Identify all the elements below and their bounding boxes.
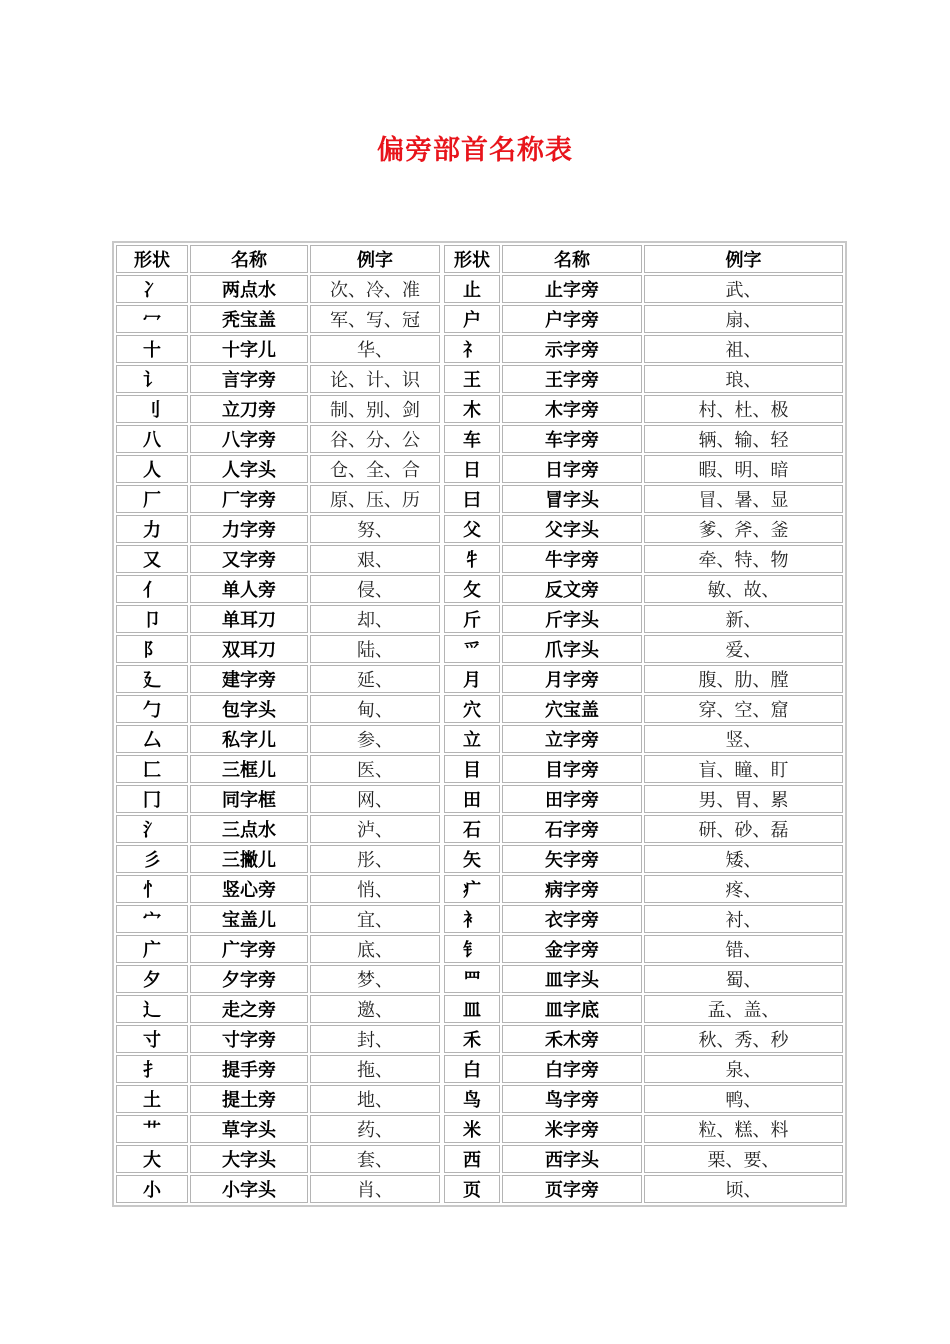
example-chars-left: 套、 xyxy=(310,1145,440,1173)
radical-shape-right: 穴 xyxy=(444,695,500,723)
example-chars-left: 梦、 xyxy=(310,965,440,993)
radical-shape-right: 立 xyxy=(444,725,500,753)
header-shape-left: 形状 xyxy=(116,245,188,273)
example-chars-left: 网、 xyxy=(310,785,440,813)
radical-name-right: 鸟字旁 xyxy=(502,1085,642,1113)
example-chars-left: 底、 xyxy=(310,935,440,963)
radical-name-left: 包字头 xyxy=(190,695,308,723)
radical-name-left: 三点水 xyxy=(190,815,308,843)
table-row xyxy=(116,905,843,933)
example-chars-right: 研、砂、磊 xyxy=(644,815,843,843)
radical-shape-left: 廴 xyxy=(116,665,188,693)
example-chars-right: 衬、 xyxy=(644,905,843,933)
radical-name-right: 立字旁 xyxy=(502,725,642,753)
radical-shape-right: 户 xyxy=(444,305,500,333)
example-chars-left: 彤、 xyxy=(310,845,440,873)
radical-name-right: 王字旁 xyxy=(502,365,642,393)
example-chars-right: 孟、盖、 xyxy=(644,995,843,1023)
radical-shape-left: 广 xyxy=(116,935,188,963)
radical-name-right: 斤字头 xyxy=(502,605,642,633)
radical-shape-right: 斤 xyxy=(444,605,500,633)
radical-name-right: 页字旁 xyxy=(502,1175,642,1203)
radical-shape-right: 疒 xyxy=(444,875,500,903)
example-chars-left: 拖、 xyxy=(310,1055,440,1083)
radical-name-left: 厂字旁 xyxy=(190,485,308,513)
radical-name-right: 爪字头 xyxy=(502,635,642,663)
radical-shape-right: 页 xyxy=(444,1175,500,1203)
radical-shape-left: 八 xyxy=(116,425,188,453)
radical-shape-right: 目 xyxy=(444,755,500,783)
radical-shape-left: 厂 xyxy=(116,485,188,513)
example-chars-left: 邀、 xyxy=(310,995,440,1023)
header-name-left: 名称 xyxy=(190,245,308,273)
radical-shape-left: 卩 xyxy=(116,605,188,633)
example-chars-left: 谷、分、公 xyxy=(310,425,440,453)
radical-shape-left: 勹 xyxy=(116,695,188,723)
radical-shape-left: 艹 xyxy=(116,1115,188,1143)
radical-name-left: 言字旁 xyxy=(190,365,308,393)
radical-name-left: 广字旁 xyxy=(190,935,308,963)
radical-name-left: 秃宝盖 xyxy=(190,305,308,333)
radical-shape-right: 田 xyxy=(444,785,500,813)
radical-name-left: 提土旁 xyxy=(190,1085,308,1113)
radical-shape-right: 止 xyxy=(444,275,500,303)
radical-shape-left: 亻 xyxy=(116,575,188,603)
radical-shape-left: 小 xyxy=(116,1175,188,1203)
radical-name-right: 矢字旁 xyxy=(502,845,642,873)
radical-name-left: 竖心旁 xyxy=(190,875,308,903)
example-chars-right: 腹、肋、膛 xyxy=(644,665,843,693)
header-example-right: 例字 xyxy=(644,245,843,273)
radical-shape-right: 皿 xyxy=(444,995,500,1023)
radical-shape-left: 匚 xyxy=(116,755,188,783)
table-row xyxy=(116,605,843,633)
radical-name-right: 皿字头 xyxy=(502,965,642,993)
radical-shape-left: 宀 xyxy=(116,905,188,933)
radical-shape-right: 父 xyxy=(444,515,500,543)
example-chars-left: 宜、 xyxy=(310,905,440,933)
example-chars-left: 仓、全、合 xyxy=(310,455,440,483)
radical-shape-right: 攵 xyxy=(444,575,500,603)
radical-name-right: 西字头 xyxy=(502,1145,642,1173)
radical-shape-left: 力 xyxy=(116,515,188,543)
radical-shape-right: 月 xyxy=(444,665,500,693)
example-chars-right: 疼、 xyxy=(644,875,843,903)
radical-name-right: 示字旁 xyxy=(502,335,642,363)
example-chars-left: 侵、 xyxy=(310,575,440,603)
radical-shape-right: 西 xyxy=(444,1145,500,1173)
radical-name-right: 月字旁 xyxy=(502,665,642,693)
radical-shape-left: 夕 xyxy=(116,965,188,993)
radical-shape-left: 阝 xyxy=(116,635,188,663)
example-chars-left: 艰、 xyxy=(310,545,440,573)
radical-name-right: 父字头 xyxy=(502,515,642,543)
example-chars-right: 矮、 xyxy=(644,845,843,873)
example-chars-right: 敏、故、 xyxy=(644,575,843,603)
table-row xyxy=(116,1145,843,1173)
radical-shape-right: 钅 xyxy=(444,935,500,963)
radical-name-left: 同字框 xyxy=(190,785,308,813)
example-chars-left: 军、写、冠 xyxy=(310,305,440,333)
example-chars-right: 琅、 xyxy=(644,365,843,393)
radical-name-right: 白字旁 xyxy=(502,1055,642,1083)
example-chars-right: 武、 xyxy=(644,275,843,303)
table-row xyxy=(116,305,843,333)
radical-name-right: 日字旁 xyxy=(502,455,642,483)
radical-shape-right: 罒 xyxy=(444,965,500,993)
example-chars-right: 穿、空、窟 xyxy=(644,695,843,723)
radical-name-left: 走之旁 xyxy=(190,995,308,1023)
example-chars-right: 顷、 xyxy=(644,1175,843,1203)
example-chars-left: 悄、 xyxy=(310,875,440,903)
radical-shape-left: 十 xyxy=(116,335,188,363)
radical-name-right: 米字旁 xyxy=(502,1115,642,1143)
example-chars-left: 封、 xyxy=(310,1025,440,1053)
radical-name-right: 石字旁 xyxy=(502,815,642,843)
example-chars-right: 泉、 xyxy=(644,1055,843,1083)
header-example-left: 例字 xyxy=(310,245,440,273)
radical-shape-left: 扌 xyxy=(116,1055,188,1083)
table-row xyxy=(116,455,843,483)
radical-name-left: 草字头 xyxy=(190,1115,308,1143)
example-chars-left: 地、 xyxy=(310,1085,440,1113)
table-row xyxy=(116,1025,843,1053)
table-row xyxy=(116,1085,843,1113)
radical-name-right: 反文旁 xyxy=(502,575,642,603)
table-row xyxy=(116,365,843,393)
table-row xyxy=(116,965,843,993)
radical-shape-right: 礻 xyxy=(444,335,500,363)
radical-name-right: 止字旁 xyxy=(502,275,642,303)
radical-shape-left: 寸 xyxy=(116,1025,188,1053)
table-row xyxy=(116,785,843,813)
example-chars-left: 甸、 xyxy=(310,695,440,723)
radical-name-left: 立刀旁 xyxy=(190,395,308,423)
example-chars-left: 努、 xyxy=(310,515,440,543)
table-row xyxy=(116,275,843,303)
radical-name-right: 牛字旁 xyxy=(502,545,642,573)
example-chars-right: 蜀、 xyxy=(644,965,843,993)
radical-shape-right: 牜 xyxy=(444,545,500,573)
example-chars-left: 次、冷、准 xyxy=(310,275,440,303)
radical-shape-right: 白 xyxy=(444,1055,500,1083)
table-row xyxy=(116,665,843,693)
example-chars-right: 新、 xyxy=(644,605,843,633)
example-chars-right: 爱、 xyxy=(644,635,843,663)
example-chars-right: 冒、暑、显 xyxy=(644,485,843,513)
radical-name-left: 建字旁 xyxy=(190,665,308,693)
table-row xyxy=(116,515,843,543)
table-row xyxy=(116,395,843,423)
radical-name-right: 木字旁 xyxy=(502,395,642,423)
radical-shape-right: 禾 xyxy=(444,1025,500,1053)
table-row xyxy=(116,1115,843,1143)
radical-name-left: 力字旁 xyxy=(190,515,308,543)
example-chars-right: 牵、特、物 xyxy=(644,545,843,573)
radical-name-left: 宝盖儿 xyxy=(190,905,308,933)
table-row xyxy=(116,425,843,453)
example-chars-right: 栗、要、 xyxy=(644,1145,843,1173)
table-header-row xyxy=(116,245,843,273)
table-row xyxy=(116,545,843,573)
radical-name-right: 车字旁 xyxy=(502,425,642,453)
radical-shape-right: 石 xyxy=(444,815,500,843)
header-name-right: 名称 xyxy=(502,245,642,273)
radical-name-left: 夕字旁 xyxy=(190,965,308,993)
table-body xyxy=(116,275,843,1203)
radical-shape-left: 辶 xyxy=(116,995,188,1023)
example-chars-right: 竖、 xyxy=(644,725,843,753)
radical-name-right: 金字旁 xyxy=(502,935,642,963)
radical-name-left: 私字儿 xyxy=(190,725,308,753)
radical-name-right: 皿字底 xyxy=(502,995,642,1023)
example-chars-left: 医、 xyxy=(310,755,440,783)
radical-name-left: 三撇儿 xyxy=(190,845,308,873)
radical-shape-left: 冖 xyxy=(116,305,188,333)
radical-name-left: 八字旁 xyxy=(190,425,308,453)
table-row xyxy=(116,485,843,513)
radical-name-left: 人字头 xyxy=(190,455,308,483)
example-chars-right: 扇、 xyxy=(644,305,843,333)
radical-name-left: 小字头 xyxy=(190,1175,308,1203)
radical-shape-left: 土 xyxy=(116,1085,188,1113)
example-chars-left: 却、 xyxy=(310,605,440,633)
radical-name-left: 双耳刀 xyxy=(190,635,308,663)
radical-shape-right: 爫 xyxy=(444,635,500,663)
radical-name-left: 提手旁 xyxy=(190,1055,308,1083)
radical-table-container xyxy=(112,241,847,1207)
radical-shape-right: 车 xyxy=(444,425,500,453)
radical-name-left: 单人旁 xyxy=(190,575,308,603)
example-chars-right: 爹、斧、釜 xyxy=(644,515,843,543)
example-chars-right: 粒、糕、料 xyxy=(644,1115,843,1143)
example-chars-left: 药、 xyxy=(310,1115,440,1143)
example-chars-right: 盲、瞳、盯 xyxy=(644,755,843,783)
radical-name-right: 田字旁 xyxy=(502,785,642,813)
table-row xyxy=(116,1055,843,1083)
table-row xyxy=(116,635,843,663)
radical-shape-right: 米 xyxy=(444,1115,500,1143)
table-row xyxy=(116,755,843,783)
radical-shape-left: 又 xyxy=(116,545,188,573)
radical-name-right: 穴宝盖 xyxy=(502,695,642,723)
example-chars-left: 陆、 xyxy=(310,635,440,663)
radical-table xyxy=(114,243,845,1205)
example-chars-left: 泸、 xyxy=(310,815,440,843)
table-row xyxy=(116,875,843,903)
radical-name-right: 户字旁 xyxy=(502,305,642,333)
radical-name-left: 单耳刀 xyxy=(190,605,308,633)
example-chars-right: 暇、明、暗 xyxy=(644,455,843,483)
radical-shape-left: 大 xyxy=(116,1145,188,1173)
radical-shape-left: 厶 xyxy=(116,725,188,753)
page-title: 偏旁部首名称表 xyxy=(377,135,573,166)
radical-shape-left: 冫 xyxy=(116,275,188,303)
radical-name-right: 冒字头 xyxy=(502,485,642,513)
radical-name-right: 禾木旁 xyxy=(502,1025,642,1053)
table-row xyxy=(116,1175,843,1203)
radical-shape-left: 氵 xyxy=(116,815,188,843)
radical-name-left: 又字旁 xyxy=(190,545,308,573)
radical-name-left: 十字儿 xyxy=(190,335,308,363)
table-row xyxy=(116,935,843,963)
example-chars-right: 错、 xyxy=(644,935,843,963)
example-chars-left: 肖、 xyxy=(310,1175,440,1203)
example-chars-left: 原、压、历 xyxy=(310,485,440,513)
table-row xyxy=(116,845,843,873)
table-row xyxy=(116,815,843,843)
table-row xyxy=(116,725,843,753)
radical-shape-left: 刂 xyxy=(116,395,188,423)
example-chars-right: 村、杜、极 xyxy=(644,395,843,423)
table-row xyxy=(116,575,843,603)
table-row xyxy=(116,695,843,723)
example-chars-right: 鸭、 xyxy=(644,1085,843,1113)
radical-shape-left: 人 xyxy=(116,455,188,483)
radical-shape-right: 曰 xyxy=(444,485,500,513)
table-row xyxy=(116,335,843,363)
radical-shape-right: 鸟 xyxy=(444,1085,500,1113)
example-chars-right: 祖、 xyxy=(644,335,843,363)
radical-shape-left: 彡 xyxy=(116,845,188,873)
radical-shape-left: 忄 xyxy=(116,875,188,903)
radical-name-left: 大字头 xyxy=(190,1145,308,1173)
radical-shape-right: 日 xyxy=(444,455,500,483)
radical-shape-right: 衤 xyxy=(444,905,500,933)
example-chars-right: 秋、秀、秒 xyxy=(644,1025,843,1053)
radical-shape-right: 王 xyxy=(444,365,500,393)
example-chars-left: 论、计、识 xyxy=(310,365,440,393)
example-chars-right: 辆、输、轻 xyxy=(644,425,843,453)
radical-name-right: 衣字旁 xyxy=(502,905,642,933)
radical-shape-left: 讠 xyxy=(116,365,188,393)
radical-name-left: 三框儿 xyxy=(190,755,308,783)
table-row xyxy=(116,995,843,1023)
radical-shape-right: 矢 xyxy=(444,845,500,873)
radical-name-left: 寸字旁 xyxy=(190,1025,308,1053)
radical-shape-left: 冂 xyxy=(116,785,188,813)
example-chars-left: 制、别、剑 xyxy=(310,395,440,423)
example-chars-left: 延、 xyxy=(310,665,440,693)
radical-shape-right: 木 xyxy=(444,395,500,423)
radical-name-right: 病字旁 xyxy=(502,875,642,903)
example-chars-left: 参、 xyxy=(310,725,440,753)
example-chars-right: 男、胃、累 xyxy=(644,785,843,813)
radical-name-left: 两点水 xyxy=(190,275,308,303)
example-chars-left: 华、 xyxy=(310,335,440,363)
radical-name-right: 目字旁 xyxy=(502,755,642,783)
header-shape-right: 形状 xyxy=(444,245,500,273)
